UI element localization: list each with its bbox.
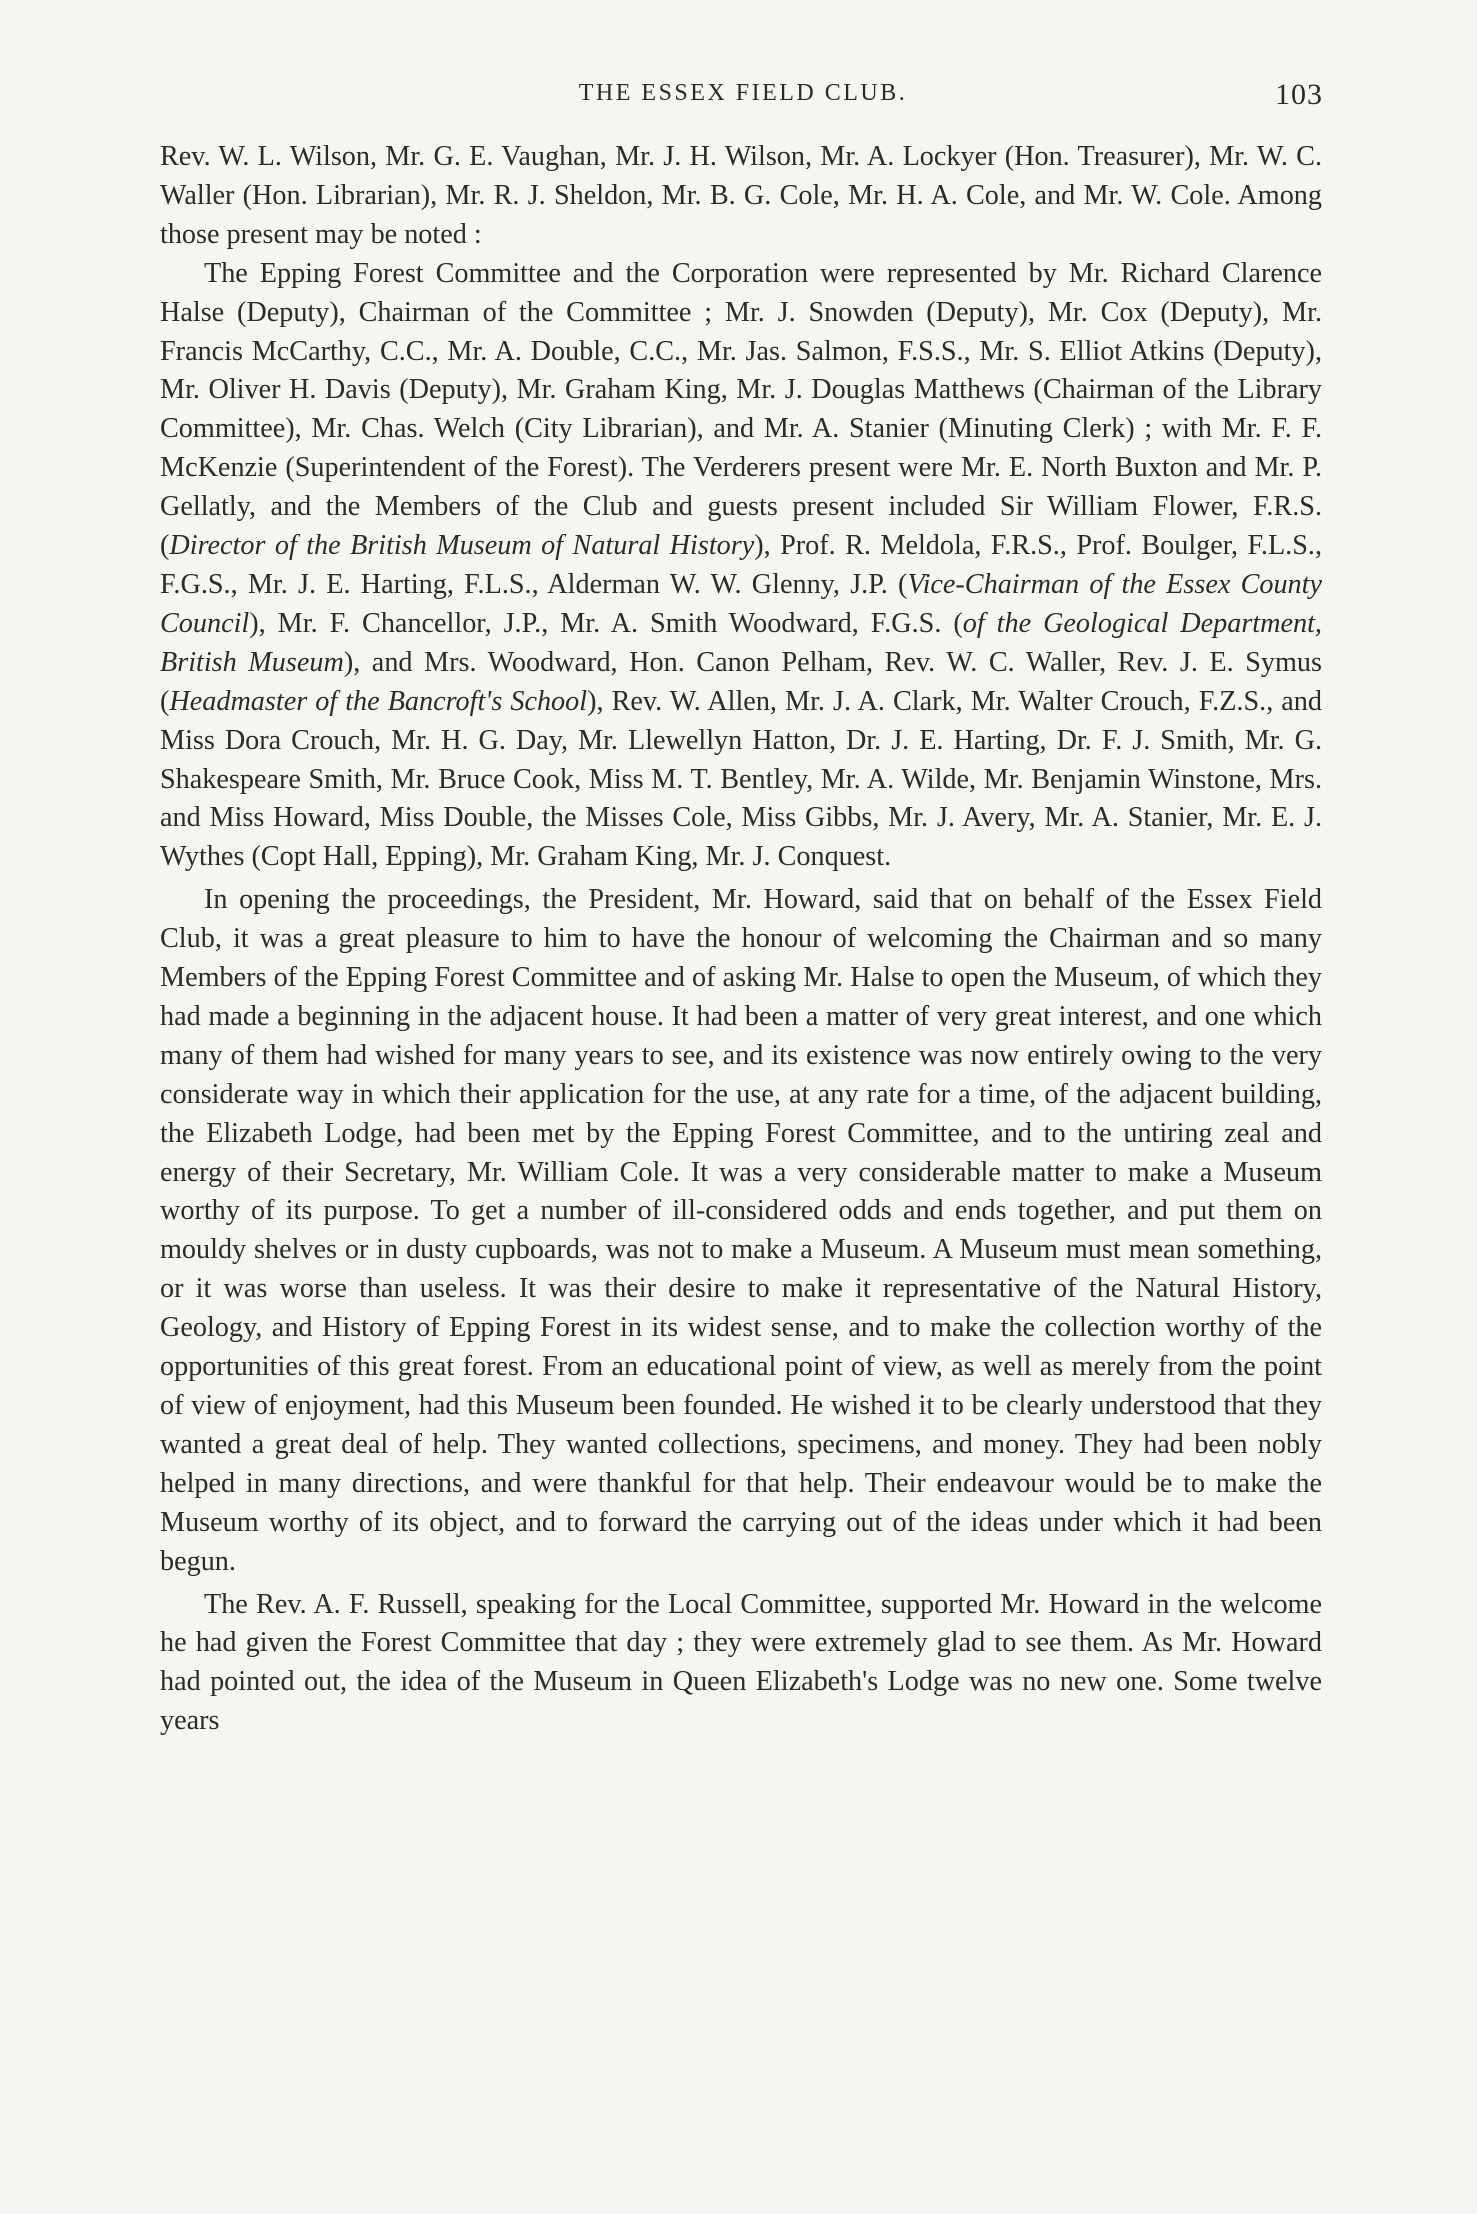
text-run: ), Prof. R. Meldola, F.R.S., Prof. Boulger, F.L.S., F.G.S., Mr. J. E. Harting, F.L.S., Alderman W. W. Glenny, J.P. (: [160, 530, 1322, 600]
body-text: [160, 138, 1322, 1741]
text-run: In opening the proceedings, the President, Mr. Howard, said that on behalf of the Essex Field Club, it was a great pleasure to him to have the honour of welcoming the Chairman and so many Members of the Epping Forest Committee and of asking Mr. Halse to open the Museum, of which they had made a beginning in the adjacent house. It had been a matter of very great interest, and one which many of them had wished for many years to see, and its existence was now entirely owing to the very considerate way in which their application for the use, at any rate for a time, of the adjacent building, the Elizabeth Lodge, had been met by the Epping Forest Committee, and to the untiring zeal and energy of their Secretary, Mr. William Cole. It was a very considerable matter to make a Museum worthy of its purpose. To get a number of ill-considered odds and ends together, and put them on mouldy shelves or in dusty cupboards, was not to make a Museum. A Museum must mean something, or it was worse than useless. It was their desire to make it representative of the Natural History, Geology, and History of Epping Forest in its widest sense, and to make the collection worthy of the opportunities of this great forest. From an educational point of view, as well as merely from the point of view of enjoyment, had this Museum been founded. He wished it to be clearly understood that they wanted a great deal of help. They wanted collections, specimens, and money. They had been nobly helped in many directions, and were thankful for that help. Their endeavour would be to make the Museum worthy of its object, and to forward the carrying out of the ideas under which it had been begun.: [160, 884, 1322, 1577]
text-run: ), and Mrs. Woodward, Hon. Canon Pelham, Rev. W. C. Waller, Rev. J. E. Symus (: [160, 646, 1322, 717]
text-run: The Epping Forest Committee and the Corporation were represented by Mr. Richard Clarence Halse (Deputy), Chairman of the Committee ; Mr. J. Snowden (Deputy), Mr. Cox (Deputy), Mr. Francis McCarthy, C.C., Mr. A. Double, C.C., Mr. Jas. Salmon, F.S.S., Mr. S. Elliot Atkins (Deputy), Mr. Oliver H. Davis (Deputy), Mr. Graham King, Mr. J. Douglas Matthews (Chairman of the Library Committee), Mr. Chas. Welch (City Librarian), and Mr. A. Stanier (Minuting Clerk) ; with Mr. F. F. McKenzie (Superintendent of the Forest). The Verderers present were Mr. E. North Buxton and Mr. P. Gellatly, and the Members of the Club and guests present included Sir William Flower, F.R.S. (: [160, 257, 1322, 562]
italic-title: Director of the British Museum of Natural History: [169, 530, 755, 562]
text-run: Rev. W. L. Wilson, Mr. G. E. Vaughan, Mr. J. H. Wilson, Mr. A. Lockyer (Hon. Treasurer), Mr. W. C. Waller (Hon. Librarian), Mr. R. J. Sheldon, Mr. B. G. Cole, Mr. H. A. Cole, and Mr. W. Cole. Among those present may be noted :: [160, 141, 1322, 250]
text-run: The Rev. A. F. Russell, speaking for the Local Committee, supported Mr. Howard in the welcome he had given the Forest Committee that day ; they were extremely glad to see them. As Mr. Howard had pointed out, the idea of the Museum in Queen Elizabeth's Lodge was no new one. Some twelve years: [160, 1588, 1322, 1737]
paragraph-1: [160, 138, 1322, 255]
paragraph-2: [160, 255, 1322, 878]
paragraph-3: [160, 881, 1322, 1581]
running-header: [163, 76, 1323, 116]
text-run: ), Mr. F. Chancellor, J.P., Mr. A. Smith Woodward, F.G.S. (: [249, 607, 963, 639]
running-title: THE ESSEX FIELD CLUB.: [578, 80, 908, 106]
page-number: 103: [1275, 78, 1323, 111]
italic-title: Headmaster of the Bancroft's School: [169, 685, 588, 717]
italic-title: of the Geological Department, British Museum: [160, 607, 1322, 678]
text-run: ), Rev. W. Allen, Mr. J. A. Clark, Mr. Walter Crouch, F.Z.S., and Miss Dora Crouch, Mr. H. G. Day, Mr. Llewellyn Hatton, Dr. J. E. Harting, Dr. F. J. Smith, Mr. G. Shakespeare Smith, Mr. Bruce Cook, Miss M. T. Bentley, Mr. A. Wilde, Mr. Benjamin Winstone, Mrs. and Miss Howard, Miss Double, the Misses Cole, Miss Gibbs, Mr. J. Avery, Mr. A. Stanier, Mr. E. J. Wythes (Copt Hall, Epping), Mr. Graham King, Mr. J. Conquest.: [160, 685, 1322, 873]
paragraph-4: [160, 1586, 1322, 1742]
italic-title: Vice-Chairman of the Essex County Council: [160, 568, 1322, 639]
